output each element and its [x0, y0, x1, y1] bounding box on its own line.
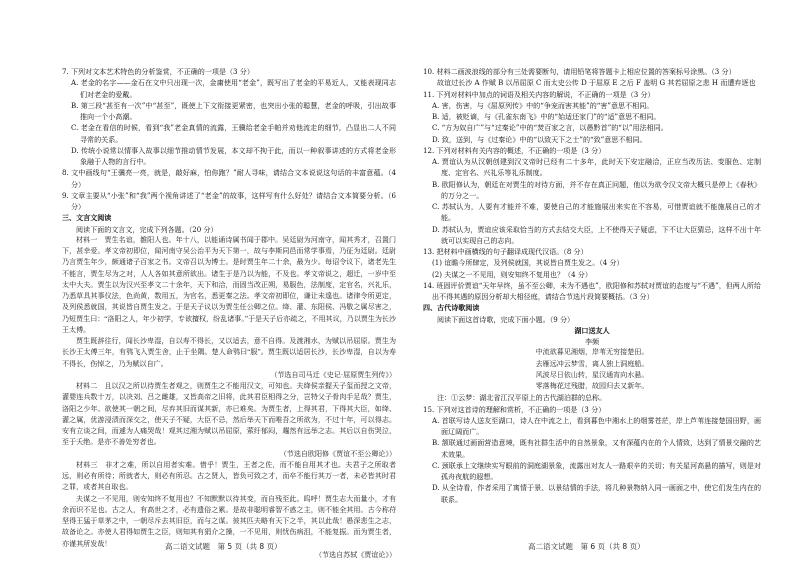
right-q12a: A. 贾谊认为从汉朝创建到汉文帝时已经有二十多年，此时天下安定融洽，正应当改历法、变服色、定制度、定官名、兴礼乐等礼乐制度。 — [432, 157, 761, 178]
left-q8: 8. 文中画线句“王骥亮一亮，就是，敲好麻，怕你跑？”耐人寻味，请结合文本说说这句话的丰富意蕴。（4 分） — [62, 168, 396, 189]
left-m1: 材料一 贾生名谊，雒阳人也。年十八，以能诵诗属书闻于郡中。吴廷尉为河南守，闻其秀才，召置门下，甚幸爱。孝文帝初即位，闻河南守吴公治平为天下第一，故与李斯同邑而常学事焉，乃征为廷尉。廷尉乃言贾生年少，颇通诸子百家之书。文帝召以为博士。是时贾生年二十余，最为少。每诏令议下，诸老先生不能言，贾生尽为之对，人人各如其意所欲出。诸生于是乃以为能，不及也。孝文帝说之，超迁，一岁中至太中大夫。贾生以为汉兴至孝文二十余年，天下和洽，而固当改正朔，易服色，法制度，定官名，兴礼乐，乃悉草具其事仪法，色尚黄，数用五，为官名，悉更秦之法。孝文帝初即位，谦让未遑也。诸律令所更定，及列侯悉就国，其说皆自贾生发之。于是天子议以为贾生任公卿之位。绛、灌、东阳侯、冯敬之属尽害之，乃短贾生曰：“洛阳之人，年少初学，专欲擅权，纷乱诸事。”于是天子后亦疏之，不用其议，乃以贾生为长沙王太傅。 — [62, 235, 396, 334]
right-q13: 13. 把材料中画横线的句子翻译成现代汉语。（8 分） — [423, 247, 588, 256]
right-q10: 10. 材料二画波浪线的部分有三处需要断句，请用铅笔将答题卡上相应位置的答案标号涂黑。（3 分） — [423, 67, 736, 76]
left-q7b: B. 第三段“甚至有一次”中“甚至”，既使上下文衔接更紧密，也突出小张的聪慧，老金的呼吸，引出故事推向一个小高潮。 — [71, 100, 396, 121]
right-q12: 12. 下列对材料有关内容的概述，不正确的一项是（3 分） — [423, 145, 606, 155]
right-poemAuthor: 李频 — [584, 337, 600, 346]
right-q11d: D. 致，送到，与《过秦论》中的“以致天下之士”的“致”意思不相同。 — [432, 134, 647, 144]
right-q15: 15. 下列对这首诗的理解和赏析，不正确的一项是（3 分） — [423, 404, 606, 414]
right-q11b: B. 适，被贬谪，与《孔雀东南飞》中的“始适还家门”的“适”意思不相同。 — [432, 112, 661, 121]
right-q15a: A. 首联写诗人送友至湖口，诗人在中流之上，看到暮色中湘水上的烟雾苍茫，岸上芦苇连接楚国田野，画面辽阔而广。 — [432, 415, 761, 436]
left-q9: 9. 文章主要从“小张”和“我”两个视角讲述了“老金”的故事，这样写有什么好处？请结合文本简要分析。（6 分） — [62, 190, 396, 211]
right-q12c: C. 苏轼认为，人要有才能并不难，要使自己的才能施展出来实在不容易，可惜贾谊就不能施展自己的才能。 — [432, 202, 761, 223]
right-q13b: (2) 夫谋之一不见用，则安知终不复用也？（4 分） — [432, 269, 592, 279]
right-sec4: 四、古代诗歌阅读 — [423, 303, 480, 313]
right-p1: 中流欲暮见湘烟，岸苇无穷接楚田。 — [535, 348, 649, 357]
page-footer-right: 高二语文试题 第 6 页（共 8 页） — [528, 542, 645, 551]
right-q11c: C. “方为奴自广”与“过秦论”中的“焚百家之言，以愚黔首”的“以”用法相同。 — [432, 123, 668, 133]
right-q10t: 故谊过长沙 A 作赋 B 以吊屈原 C 而太史公传 D 于屈原 E 之后 F 盖明 G 其若屈原之悲 H 而遭弃逐也 — [437, 78, 756, 88]
right-q15b: B. 颔联通过画面营造意境，既有社群生活中的自然景象，又有深蕴内在的个人情致，达到了情景交融的艺术效果。 — [432, 438, 761, 459]
left-q7: 7. 下列对文本艺术特色的分析鉴赏，不正确的一项是（3 分） — [62, 67, 254, 76]
left-sec3: 三、文言文阅读 — [62, 213, 112, 223]
right-q15d: D. 从全诗看，作者采用了寓情于景、以景结情的手法，将几种景物纳入同一画面之中，使它们发生内在的联系。 — [432, 483, 761, 504]
right-column — [423, 66, 761, 505]
left-m3s: （节选自苏轼《贾谊论》） — [314, 550, 396, 559]
left-q7a: A. 老金的名字——金石在文中只出现一次，金庸使用“老金”，既写出了老金的平易近人，又能表现同志们对老金的爱戴。 — [71, 78, 396, 99]
left-q7d: D. 传统小说常以情事入故事以细节推动情节发展，本文却不拘于此，而以一种叙事讲述的方式将老金形象融于人物的言行中。 — [71, 145, 396, 166]
right-q12b: B. 欧阳修认为，朝廷在对贾生的对待方面，并不存在真正问题，他以为欲令汉文帝大概只是停上《春秋》的万分之一。 — [432, 179, 761, 200]
right-q13a: (1) 谊瞻今所肆定，及列侯就国，其说皆自贾生发之。（4 分） — [432, 258, 624, 268]
left-m2s: （节选自欧阳修《贾谊不至公卿论》） — [279, 449, 396, 458]
right-p4: 零落梅花过残腊，故园归去又新年。 — [535, 382, 649, 390]
right-q11: 11. 下列对材料中加点的词语及相关内容的解说，不正确的一项是（3 分） — [423, 89, 655, 99]
left-sec3i: 阅读下面的文言文，完成下列各题。（20 分） — [76, 224, 218, 234]
right-poemTitle: 湖口送友人 — [574, 325, 610, 335]
right-q14: 14. 班固评价贾谊“天年早终，虽不至公卿，未为不遇也”，欧阳修和苏轼对贾谊的态度与“不遇”，但两人所给出不得其遇的原因分析却大相径庭，请结合节选片段简要概括。（3 分） — [423, 280, 761, 301]
right-p2: 去雁远冲云梦雪，离人独上洞庭船。 — [535, 359, 649, 368]
right-p3: 风波尽日依山转，星汉通宵向水悬。 — [535, 370, 649, 379]
left-m1s: （节选自司马迁《史记·屈原贾生列传》） — [270, 370, 396, 379]
right-q15c: C. 颈联承上文继续实写眼前的洞庭湖景象，流露出对友人一路艰辛的关切；有关星河高悬的描写，则是对孤舟夜航的遐想。 — [432, 460, 761, 481]
left-m3: 材料三 非才之难，所以自用者实难。惜乎！贾生，王者之佐，而不能自用其才也。夫君子之所取者远，则必有所待；所就者大，则必有所忍。古之贤人，皆负可致之才，而卒不能行其万一者，未必皆其时君之罪，或者其自取也。 — [62, 460, 396, 492]
left-column — [62, 66, 396, 561]
left-q7c: C. 老金在看信的时候，看到“我”老金真情的流露，王骥给老金手帕并劝他流走的细节，凸显出二人不同寻常的关系。 — [71, 123, 396, 144]
left-m3b: 夫谋之一不见用，则安知终不复用也？不知默默以待其变，而自残至此。呜呼！贾生志大而量小，才有余而识不足也。古之人，有高世之才，必有遗俗之累。是故非聪明睿智不惑之主，则不能全其用。古今称苻坚得王猛于草茅之中，一朝尽斥去其旧臣，而与之谋。彼其匹夫略有天下之半，其以此哉！愚深悲生之志，故备论之。亦使人君得如贾生之臣，则知其有狷介之操，一不见用，则忧伤病沮，不能复振。而为贾生者，亦谨其所发哉！ — [62, 494, 396, 548]
right-q11a: A. 害，伤害，与《屈原列传》中的“争宠而害其能”的“害”意思不相同。 — [432, 100, 654, 110]
right-note: 注：①云梦：湖北省江汉平原上的古代湖泊群的总称。 — [437, 393, 607, 403]
left-m2: 材料二 且以汉之所以待贾生者观之，则贾生之不能用汉文，可知也。夫绛侯亲握天子玺而授之文帝，灌婴连兵数十万，以决刘、吕之雌雄，又皆高帝之旧将，此其君臣相得之分，岂特父子骨肉手足哉？贾生，洛阳之少年。欲使其一朝之间，尽弃其旧而谋其新，亦已难矣。为贾生者，上得其君，下得其大臣，如绛、灌之属，优游浸渍而深交之，使天子不疑，大臣不忌，然后举天下而唯吾之所欲为，不过十年，可以得志。安有立谈之间，而遽为人痛哭哉！观其过湘为赋以吊屈原，萦纡郁闷，趯然有远举之志。其后以自伤哭泣，至于夭绝。是亦不善处穷者也。 — [62, 382, 396, 447]
page-footer-left: 高二语文试题 第 5 页（共 8 页） — [165, 542, 282, 551]
right-sec4i: 阅读下面这首诗歌，完成下面小题。（9 分） — [437, 314, 575, 324]
left-m1b: 贾生既辞往行，闻长沙卑湿，自以寿不得长，又以适去，意不自得。及渡湘水，为赋以吊屈原。贾生为长沙王太傅三年，有鸮飞入贾生舍，止于坐隅。楚人命鸮曰“服”。贾生既以适居长沙，长沙卑湿，自以为寿不得长，伤悼之，乃为赋以自广。 — [62, 337, 396, 368]
right-q12d: D. 苏轼认为，贾谊应该采取恰当的方式去结交大臣，上不使得天子疑虑，下不让大臣猜忌，这样不出十年就可以实现自己的志向。 — [432, 224, 761, 245]
